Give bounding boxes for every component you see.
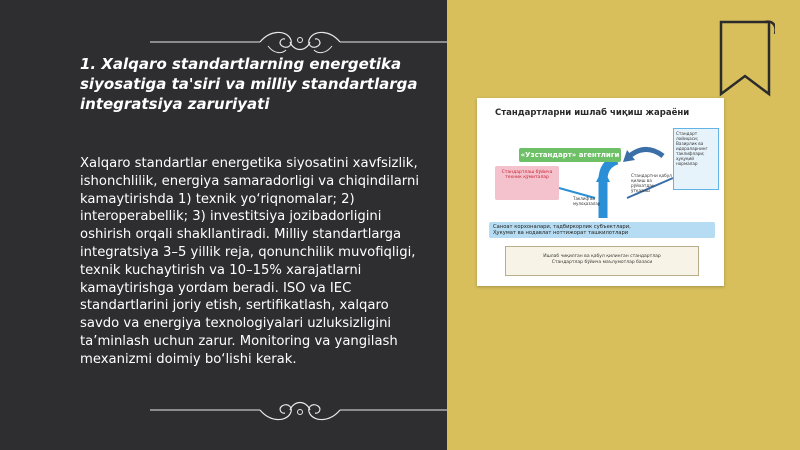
diagram-stakeholders-line2: Ҳукумат ва нодавлат ноттижорат ташкилотлари <box>493 230 629 236</box>
diagram-stakeholders-line1: Саноат корхоналари, тадбиркорлик субъектлари, <box>493 224 631 230</box>
diagram-title: Стандартларни ишлаб чиқиш жараёни <box>495 108 690 118</box>
process-diagram-image <box>477 98 724 286</box>
diagram-agency-box: «Узстандарт» агентлиги <box>519 148 621 162</box>
diagram-bottom-line1: Ишлаб чиқилган ва қабул қилинган стандартлар <box>543 254 661 259</box>
diagram-bottom-box <box>505 246 699 276</box>
ornament-bottom-icon <box>150 392 450 428</box>
diagram-bottom-line2: Стандартлар бўйича маълумотлар базаси <box>551 260 653 265</box>
diagram-mid-text: Стандартни қабул қилиш ва рўйхатдан ўтказиш <box>631 173 672 193</box>
slide-title: 1. Xalqaro standartlarning energetika siyosatiga ta'siri va milliy standartlarga integratsiya zaruriyati <box>80 55 418 113</box>
diagram-left-text: Таклиф ва мулоҳазалар <box>573 196 601 206</box>
diagram-side-box: Стандарт лойиҳаси; Вазирлик ва идораларнинг таклифлари; ҳуқуқий нормалар <box>673 128 719 190</box>
diagram-committee-box: Стандартлаш бўйича техник қўмиталар <box>495 166 559 200</box>
diagram-stakeholders-bar <box>489 222 715 238</box>
slide-body: Xalqaro standartlar energetika siyosatini xavfsizlik, ishonchlilik, energiya samaradorligi va chiqindilarni kamaytirishda 1) texnik yo‘riqnomalar; 2) interoperabellik; 3) investitsiya jozibadorligini oshirish orqali shakllantiradi. Milliy standartlarga integratsiya 3–5 yillik reja, qonunchilik muvofiqligi, texnik kuchaytirish va 10–15% xarajatlarni kamaytirishga yordam beradi. ISO va IEC standartlarini joriy etish, sertifikatlash, xalqaro savdo va energiya texnologiyalari uzluksizligini ta’minlash uchun zarur. Monitoring va yangilash mexanizmi doimiy bo‘lishi kerak. <box>80 156 420 367</box>
bookmark-ribbon-icon <box>715 18 775 98</box>
